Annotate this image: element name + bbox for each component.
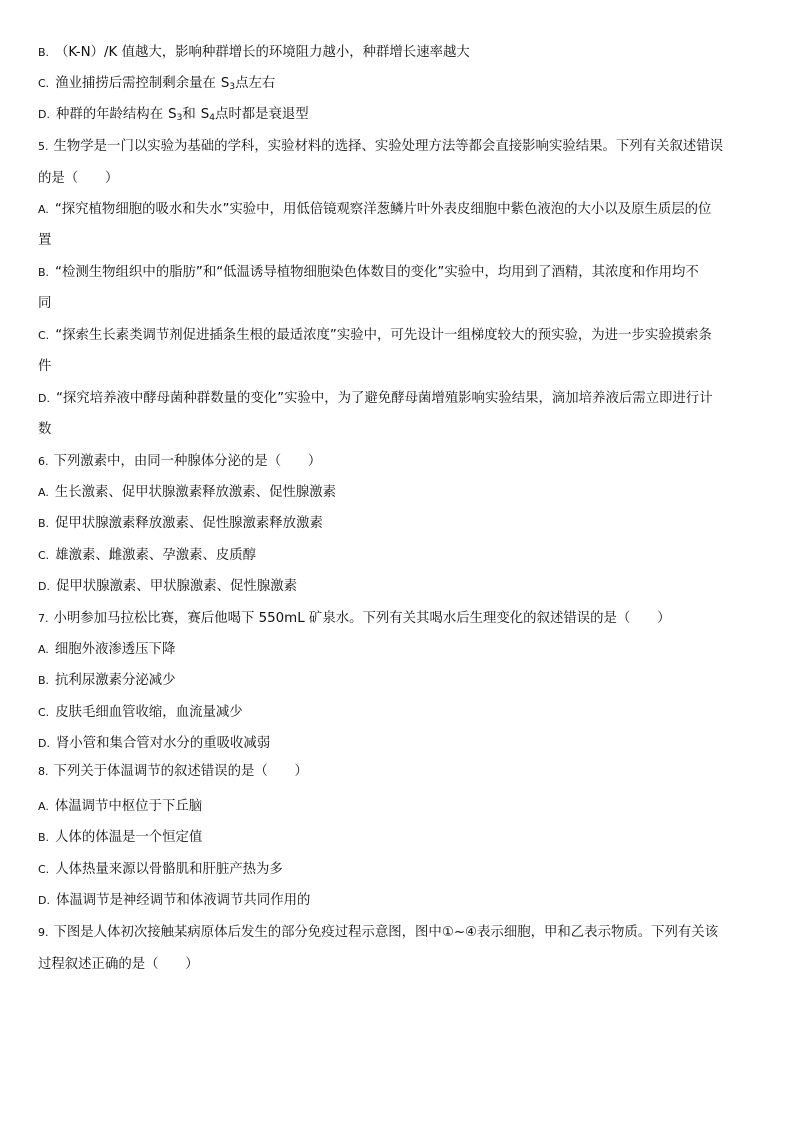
- q5-option-a-cont: [38, 231, 754, 251]
- q4-option-d: [38, 105, 754, 125]
- point-symbol: S: [220, 76, 230, 91]
- point-symbol: S: [200, 107, 210, 122]
- q5-option-d-cont: [38, 420, 754, 440]
- option-label: C.: [38, 706, 50, 719]
- option-text: 种群的年龄结构在: [55, 107, 164, 122]
- q5-stem: [38, 137, 754, 157]
- q5-option-b: [38, 263, 754, 283]
- option-text-cont: 置: [38, 233, 52, 248]
- option-text: 渔业捕捞后需控制剩余量在: [55, 76, 216, 91]
- q5-option-d: [38, 389, 754, 409]
- option-label: C.: [38, 329, 50, 342]
- option-text: 促甲状腺激素、甲状腺激素、促性腺激素: [55, 579, 297, 594]
- q6-option-b: [38, 514, 754, 534]
- option-label: A.: [38, 203, 49, 216]
- point-subscript: 3: [176, 113, 183, 123]
- option-text: “探究植物细胞的吸水和失水”实验中，用低倍镜观察洋葱鳞片叶外表皮细胞中紫色液泡的大小以及原生质层的位: [54, 202, 712, 217]
- q6-option-d: [38, 577, 754, 597]
- q7-stem: [38, 609, 754, 629]
- q7-option-c: [38, 703, 754, 723]
- question-stem: 小明参加马拉松比赛，赛后他喝下 550mL 矿泉水。下列有关其喝水后生理变化的叙述错误的是（ ）: [53, 611, 671, 626]
- q9-stem-cont: [38, 955, 754, 975]
- q4-option-c: [38, 74, 754, 94]
- q8-stem: [38, 762, 754, 782]
- point-symbol: S: [168, 107, 177, 122]
- option-label: A.: [38, 486, 49, 499]
- option-label: B.: [38, 517, 50, 530]
- q5-stem-cont: [38, 169, 754, 189]
- option-label: C.: [38, 549, 50, 562]
- q8-option-b: [38, 828, 754, 848]
- option-label: B.: [38, 831, 50, 844]
- option-text: 体温调节是神经调节和体液调节共同作用的: [55, 893, 311, 908]
- option-label: D.: [38, 737, 50, 750]
- question-number: 6.: [38, 455, 49, 468]
- point-subscript: 4: [209, 113, 215, 123]
- q5-option-c-cont: [38, 357, 754, 377]
- question-stem: 下图是人体初次接触某病原体后发生的部分免疫过程示意图，图中①~④表示细胞，甲和乙表示物质。下列有关该: [53, 925, 719, 940]
- q4-option-b: [38, 43, 754, 63]
- option-text: 雄激素、雌激素、孕激素、皮质醇: [55, 548, 257, 563]
- q7-option-b: [38, 671, 754, 691]
- question-stem: 下列激素中，由同一种腺体分泌的是（ ）: [53, 454, 322, 469]
- option-label: B.: [38, 674, 50, 687]
- option-text: 细胞外液渗透压下降: [54, 642, 176, 657]
- q6-option-a: [38, 483, 754, 503]
- q6-stem: [38, 452, 754, 472]
- option-label: C.: [38, 77, 50, 90]
- q8-option-d: [38, 891, 754, 911]
- option-text-cont: 数: [38, 422, 52, 437]
- option-text: 皮肤毛细血管收缩，血流量减少: [55, 705, 243, 720]
- option-text-tail: 点左右: [235, 76, 276, 91]
- q9-stem: [38, 923, 754, 943]
- option-text: 肾小管和集合管对水分的重吸收减弱: [55, 736, 271, 751]
- q8-option-a: [38, 797, 754, 817]
- q5-option-c: [38, 326, 754, 346]
- option-text: 人体热量来源以骨骼肌和肝脏产热为多: [55, 862, 283, 877]
- q7-option-d: [38, 734, 754, 754]
- question-number: 8.: [38, 765, 49, 778]
- question-stem-cont: 的是（ ）: [38, 171, 119, 186]
- option-text-mid: 和: [182, 107, 196, 122]
- question-stem: 生物学是一门以实验为基础的学科，实验材料的选择、实验处理方法等都会直接影响实验结果。下列有关叙述错误: [53, 139, 724, 154]
- option-label: C.: [38, 863, 50, 876]
- question-number: 7.: [38, 612, 49, 625]
- option-label: D.: [38, 580, 50, 593]
- option-text: “检测生物组织中的脂肪”和“低温诱导植物细胞染色体数目的变化”实验中，均用到了酒精，其浓度和作用均不: [55, 265, 699, 280]
- question-number: 9.: [38, 926, 49, 939]
- question-stem-cont: 过程叙述正确的是（ ）: [38, 957, 199, 972]
- option-label: B.: [38, 46, 50, 59]
- option-text: “探究培养液中酵母菌种群数量的变化”实验中，为了避免酵母菌增殖影响实验结果，滴加培养液后需立即进行计: [55, 391, 713, 406]
- option-text: （K-N）/K 值越大，影响种群增长的环境阻力越小，种群增长速率越大: [55, 45, 470, 60]
- question-number: 5.: [38, 140, 49, 153]
- q5-option-a: [38, 200, 754, 220]
- option-text-cont: 同: [38, 296, 52, 311]
- option-text-tail: 点时都是衰退型: [214, 107, 309, 122]
- q8-option-c: [38, 860, 754, 880]
- option-text: 抗利尿激素分泌减少: [55, 673, 176, 688]
- option-label: D.: [38, 894, 50, 907]
- q5-option-b-cont: [38, 294, 754, 314]
- option-text: 促甲状腺激素释放激素、促性腺激素释放激素: [55, 516, 323, 531]
- option-label: A.: [38, 643, 49, 656]
- option-label: A.: [38, 800, 49, 813]
- option-label: D.: [38, 392, 50, 405]
- q6-option-c: [38, 546, 754, 566]
- question-stem: 下列关于体温调节的叙述错误的是（ ）: [53, 764, 308, 779]
- option-text: 人体的体温是一个恒定值: [55, 830, 203, 845]
- option-text: 生长激素、促甲状腺激素释放激素、促性腺激素: [54, 485, 337, 500]
- option-label: B.: [38, 266, 50, 279]
- point-subscript: 3: [229, 82, 236, 92]
- option-text-cont: 件: [38, 359, 52, 374]
- q7-option-a: [38, 640, 754, 660]
- option-label: D.: [38, 108, 50, 121]
- option-text: 体温调节中枢位于下丘脑: [54, 799, 203, 814]
- option-text: “探索生长素类调节剂促进插条生根的最适浓度”实验中，可先设计一组梯度较大的预实验，为进一步实验摸索条: [55, 328, 712, 343]
